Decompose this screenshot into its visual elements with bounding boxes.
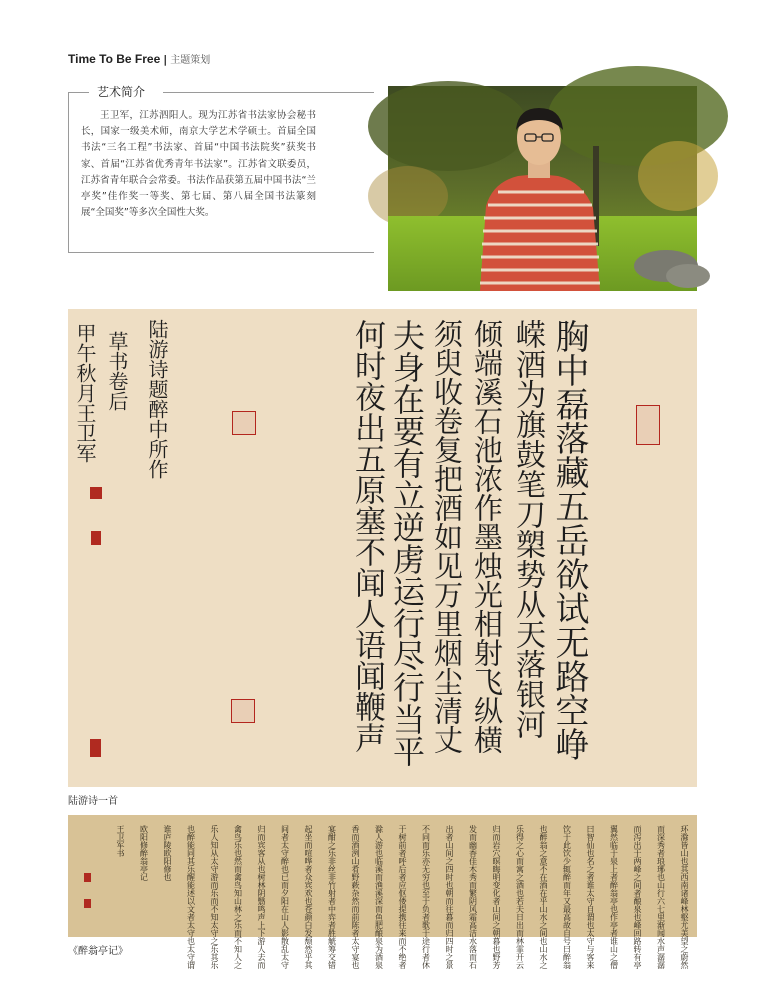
inscription-column: 甲午秋月王卫军 [73, 323, 97, 463]
scroll-column: 不同而乐亦无穷也至于负者歌于途行者休 [421, 825, 431, 969]
scroll-column: 谁庐陵欧阳修也 [163, 825, 172, 881]
scroll-column: 归而宾客从也树林阴翳鸣声上下游人去而 [257, 825, 266, 969]
artist-bio-box [68, 85, 374, 253]
poem-column: 何时夜出五原塞不闻人语闻鞭声 [349, 319, 385, 753]
scroll-column: 环滁皆山也其西南诸峰林壑尤美望之蔚然 [680, 825, 689, 969]
section-title: 主题策划 [170, 55, 211, 66]
scroll-column: 而泻出于两峰之间者酿泉也峰回路转有亭 [633, 825, 642, 969]
artist-seal-red [636, 405, 660, 445]
scroll-column: 滁人游也临溪而渔溪深而鱼肥酿泉为酒泉 [374, 825, 384, 969]
artist-seal-red [84, 899, 91, 908]
scroll-column: 欧阳修醉翁亭记 [139, 825, 149, 881]
scroll-column: 王卫军书 [116, 825, 125, 857]
artist-seal-red [90, 739, 101, 757]
bio-box-top-rule-right [163, 92, 374, 93]
bio-box-top-rule-left [69, 92, 89, 93]
scroll-column: 于树前者呼后者应伛偻提携往来而不绝者 [398, 825, 407, 969]
poem-column: 胸中磊落藏五岳欲试无路空峥 [549, 319, 589, 761]
scroll-column: 出者山间之四时也朝而往暮而归四时之景 [445, 825, 454, 969]
artist-portrait-photo [388, 86, 697, 291]
scroll-column: 也醉能同其乐醒能述以文者太守也太守谓 [186, 825, 196, 969]
scroll-column: 曰智仙也名之者谁太守自谓也太守与客来 [586, 825, 595, 969]
scroll-column: 饮于此饮少辄醉而年又最高故自号曰醉翁 [562, 825, 572, 969]
artist-seal-red [90, 487, 102, 499]
scroll-column: 香而酒洌山肴野蔌杂然而前陈者太守宴也 [351, 825, 360, 969]
scroll-column: 禽鸟乐也然而禽鸟知山林之乐而不知人之 [233, 825, 243, 969]
calligraphy-artwork-scroll [68, 815, 697, 969]
artist-seal-red [231, 699, 255, 723]
artwork-caption: 陆游诗一首 [68, 796, 118, 807]
scroll-column: 而深秀者琅琊也山行六七里渐闻水声潺潺 [656, 825, 666, 969]
scroll-column: 归而岩穴暝晦明变化者山间之朝暮也野芳 [492, 825, 501, 969]
scroll-column: 乐得之心而寓之酒也若夫日出而林霏开云 [515, 825, 525, 969]
bio-text: 王卫军，江苏泗阳人。现为江苏省书法家协会秘书长，国家一级美术师，南京大学艺术学硕士。首届全国书法“三名工程”书法家、首届“中国书法院奖”获奖书家、首届“江苏省优秀青年书法家”。江苏省文联委员，江苏省青年联合会常委。书法作品获第五届中国书法“兰亭奖”佳作奖一等奖、第七届、第八届全国书法篆刻展“全国奖”等多次全国性大奖。 [81, 110, 316, 219]
artist-seal-red [84, 873, 91, 882]
scroll-column: 也醉翁之意不在酒在乎山水之间也山水之 [539, 825, 548, 969]
poem-column: 嵘酒为旗鼓笔刀槊势从天落银河 [510, 319, 545, 739]
poem-column: 倾端溪石池浓作墨烛光相射飞纵横 [470, 319, 504, 754]
poem-column: 须臾收卷复把酒如见万里烟尘清丈 [430, 319, 464, 754]
inscription-column: 陆游诗题醉中所作 [145, 319, 169, 479]
magazine-brand: Time To Be Free [68, 52, 161, 66]
artist-seal-red [232, 411, 256, 435]
scroll-column: 发而幽香佳木秀而繁阴风霜高洁水落而石 [468, 825, 478, 969]
calligraphy-artwork-poem [68, 309, 697, 787]
inscription-column: 草书卷后 [105, 331, 129, 411]
bio-title: 艺术简介 [97, 85, 146, 99]
scroll-column: 间者太守醉也已而夕阳在山人影散乱太守 [280, 825, 290, 969]
scroll-column: 乐人知从太守游而乐而不知太守之乐其乐 [210, 825, 219, 969]
scroll-column: 宴酣之乐非丝非竹射者中弈者胜觥筹交错 [327, 825, 337, 969]
scroll-column: 翼然临于泉上者醉翁亭也作亭者谁山之僧 [609, 825, 619, 969]
scroll-caption: 《醉翁亭记》 [68, 946, 128, 957]
scroll-column: 起坐而喧哗者众宾欢也苍颜白发颓然乎其 [304, 825, 313, 969]
running-header [68, 51, 210, 66]
header-separator: | [163, 53, 168, 66]
poem-column: 夫身在要有立逆虏运行尽行当平 [388, 319, 426, 767]
artist-seal-red [91, 531, 101, 545]
